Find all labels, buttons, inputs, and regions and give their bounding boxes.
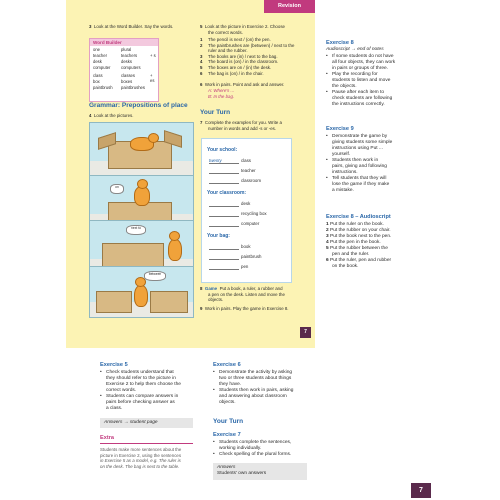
bullet-line: yourself. (332, 152, 351, 157)
ex5-notes-list (100, 370, 200, 412)
bullet-line: correct words. (106, 388, 137, 393)
word-builder-row (93, 79, 157, 84)
cardboard-box (96, 291, 132, 313)
ex5-item-number: 4 (200, 59, 203, 65)
ex5-item-text: The boxes are on / (in) the desk. (208, 64, 272, 70)
bullet-line: Students complete the sentences, (219, 440, 292, 445)
blank-line (209, 249, 239, 250)
ex8-label: Game (204, 286, 218, 291)
wb-cell: + es (150, 73, 155, 84)
ex5-item-number: 6 (200, 70, 203, 76)
word-builder-header (90, 39, 158, 46)
bullet-line: check students are following (332, 96, 393, 101)
bullet-line: they should refer to the picture in (106, 376, 176, 381)
bullet-line: pairs before checking answer as (106, 400, 175, 405)
ex4-number: 4 (89, 113, 92, 118)
ex6-example-b: B: In the bag. (208, 94, 235, 99)
wb-cell: desks (121, 59, 132, 64)
wb-cell: teachers (121, 53, 138, 58)
bullet-icon: • (213, 370, 215, 375)
classroom-label: Your classroom: (207, 190, 247, 196)
ex7-line: Complete the examples for you. Write a (204, 120, 282, 125)
word-builder-row (93, 59, 157, 64)
ex6-example-a: A: Where's ... (208, 88, 235, 93)
bullet-line: and answering about classroom (219, 394, 287, 399)
list-item (213, 440, 313, 452)
cat-head (137, 179, 148, 189)
ex5-item-text: The pencil is next / (on) the pen. (208, 37, 271, 42)
bullet-icon: • (326, 54, 328, 59)
list-item (326, 176, 426, 194)
ex5-notes-title: Exercise 5 (100, 362, 128, 368)
bullet-line: objects. (219, 400, 236, 405)
list-item (213, 370, 313, 388)
callout-between: between (144, 271, 166, 281)
ex9-notes-list (326, 134, 426, 194)
line-text: pen and the ruler. (332, 252, 370, 257)
bullet-line: Play the recording for (332, 72, 378, 77)
ex5-item-text: ruler and the rubber. (208, 48, 248, 54)
bullet-icon: • (326, 72, 328, 77)
list-item (213, 388, 313, 406)
ex9-text: Work in pairs. Play the game in Exercise 8. (204, 306, 289, 311)
grammar-heading: Grammar: Prepositions of place (89, 102, 188, 109)
cat-body (134, 186, 150, 206)
ex7-number: 7 (200, 120, 203, 125)
wb-cell: computers (121, 65, 141, 70)
cat-body (168, 239, 182, 261)
bullet-icon: • (326, 90, 328, 95)
extra-line: picture in Exercise 2, using the sentences (100, 452, 182, 458)
ex6-notes-list (213, 370, 313, 406)
audioscript-title: Exercise 8 – Audioscript (326, 214, 391, 220)
line-text: Put the rubber on your chair. (330, 228, 391, 233)
blank-line (209, 216, 239, 217)
bullet-line: Pause after each item to (332, 90, 384, 95)
ex5-item-text: The books are (in) / next to the bag. (208, 53, 278, 59)
bullet-icon: • (213, 388, 215, 393)
ex8-line: a pen on the desk. Listen and move the (208, 291, 285, 297)
line-number: 1 (326, 222, 329, 227)
callout-on: on (110, 184, 124, 194)
bullet-line: pairs, giving and following (332, 164, 387, 169)
extra-line: on the desk. The bag is next to the table. (100, 463, 180, 469)
line-text: on the book. (332, 264, 359, 269)
list-item (326, 158, 426, 176)
classroom-line-word: recycling box (241, 211, 267, 216)
your-turn-heading: Your Turn (200, 109, 231, 116)
ex9-instruction (200, 306, 289, 312)
line-number: 4 (326, 240, 329, 245)
ex5-line: Look at the picture in Exercise 2. Choose (204, 24, 285, 29)
extra-line: Students make more sentences about the (100, 447, 182, 452)
ex7-notes-title: Exercise 7 (213, 432, 241, 438)
ex9-number: 9 (200, 306, 203, 311)
cardboard-box (150, 291, 188, 313)
wb-cell: classes (121, 73, 135, 78)
divider (100, 443, 193, 444)
wb-cell: boxes (121, 79, 133, 84)
word-builder-row (93, 85, 157, 90)
audioscript-list (326, 222, 426, 270)
classroom-line-word: computer (241, 221, 260, 226)
ex7-line: number in words and add -s or -es. (208, 125, 277, 131)
list-item (100, 394, 200, 412)
ex5-item-number: 2 (200, 42, 203, 48)
bullet-line: instructions. (332, 170, 358, 175)
extra-line: in Exercise 5 as a model, e.g. The ruler is (100, 458, 181, 464)
ex5-number: 5 (200, 24, 203, 29)
your-turn-box (201, 138, 292, 283)
line-text: Put the ruler, pen and rubber (330, 258, 392, 263)
wb-cell: paintbrush (93, 85, 113, 90)
line-text: Put the ruler on the book. (330, 222, 384, 227)
ex7-answers-label: Answers (217, 465, 236, 470)
bullet-line: two or three students about things (219, 376, 292, 381)
ex5-items (200, 37, 294, 76)
school-line-word: classroom (241, 178, 262, 183)
word-builder-table (89, 38, 159, 102)
extra-text (100, 447, 200, 469)
ex4-instruction (89, 113, 133, 119)
bag-line-word: book (241, 244, 251, 249)
list-item (326, 134, 426, 158)
bullet-line: Demonstrate the game by (332, 134, 388, 139)
ex8-notes-title: Exercise 8 (326, 40, 354, 46)
bullet-line: the instructions correctly. (332, 102, 385, 107)
bullet-icon: • (100, 394, 102, 399)
bullet-line: giving students some simple (332, 140, 393, 145)
ex6-notes-title: Exercise 6 (213, 362, 241, 368)
ex8-line: objects. (208, 297, 224, 303)
wb-cell: plural (121, 47, 132, 52)
ex5-item-number: 1 (200, 37, 203, 42)
ex5-answers-box (100, 418, 193, 428)
school-line-word: teacher (241, 168, 256, 173)
wb-cell: computer (93, 65, 111, 70)
ex5-item-text: The paintbrushes are (between) / next to the (208, 42, 295, 48)
line-number: 6 (326, 258, 329, 263)
blank-line (209, 173, 239, 174)
ex4-text: Look at the pictures. (93, 113, 134, 118)
cat-body (134, 285, 148, 307)
bullet-line: working individually. (219, 446, 262, 451)
line-text: Put the rubber between the (330, 246, 388, 251)
bullet-line: Exercise 2 to help them choose the (106, 382, 181, 387)
ex8-notes-list (326, 54, 426, 108)
ex7-answers-text: Students' own answers (217, 471, 267, 476)
ex5-item-text: The bag is (on) / in the chair. (208, 70, 264, 76)
wb-cell: + s (150, 53, 156, 58)
bullet-line: a mistake. (332, 188, 354, 193)
ex7-notes-list (213, 440, 313, 458)
wb-cell: desk (93, 59, 102, 64)
blank-line (209, 163, 239, 164)
bullet-line: lose the game if they make (332, 182, 390, 187)
ex5-item-text: The board is (on) / in the classroom. (208, 59, 279, 65)
wb-cell: one (93, 47, 100, 52)
school-line-answer: twenty (209, 158, 222, 163)
bullet-icon: • (326, 158, 328, 163)
callout-next-to: next to (126, 225, 146, 235)
bullet-line: they have. (219, 382, 242, 387)
bullet-line: Students then work in pairs, asking (219, 388, 294, 393)
student-page-number: 7 (300, 327, 311, 338)
ex5-item-number: 3 (200, 53, 203, 59)
line-number: 2 (326, 228, 329, 233)
blank-line (209, 269, 239, 270)
list-item (326, 90, 426, 108)
ex6-text: Work in pairs. Point and ask and answer. (204, 82, 285, 87)
line-number: 5 (326, 246, 329, 251)
picture-cat-between-boxes (89, 266, 194, 318)
list-item (100, 370, 200, 394)
ex8-number: 8 (200, 286, 203, 291)
bullet-line: If some students do not have (332, 54, 394, 59)
ex5-item-number: 5 (200, 64, 203, 70)
list-item (213, 452, 313, 458)
ex3-number: 3 (89, 24, 92, 29)
ex8-notes-subtitle: Audioscript → end of notes (326, 47, 384, 52)
wb-cell: box (93, 79, 100, 84)
extra-title: Extra (100, 435, 114, 441)
picture-cat-in-box (89, 122, 194, 177)
bag-line-word: pen (241, 264, 249, 269)
bullet-line: Students can compare answers in (106, 394, 179, 399)
bullet-icon: • (213, 452, 215, 457)
revision-tab (264, 0, 315, 13)
revision-tab-label: Revision (278, 3, 301, 9)
ex3-text: Look at the Word Builder. Say the words. (93, 24, 174, 29)
bag-line-word: paintbrush (241, 254, 262, 259)
bullet-icon: • (326, 176, 328, 181)
wb-cell: teacher (93, 53, 107, 58)
line-text: Put the book next to the pen. (330, 234, 392, 239)
word-builder-row (93, 53, 157, 58)
ex3-instruction (89, 24, 173, 30)
blank-line (209, 206, 239, 207)
wb-cell: paintbrushes (121, 85, 145, 90)
ex7-answers-box (213, 463, 307, 480)
ex5-answers-text: Answers → student page (104, 420, 158, 425)
bullet-icon: • (213, 440, 215, 445)
bullet-line: instructions using Put ... (332, 146, 383, 151)
bottom-your-turn-heading: Your Turn (213, 418, 244, 425)
ex8-line: Put a book, a ruler, a rubber and (219, 286, 283, 291)
word-builder-title: Word Builder (93, 40, 122, 45)
wb-cell: class (93, 73, 103, 78)
bullet-icon: • (326, 134, 328, 139)
bullet-line: Students then work in (332, 158, 379, 163)
blank-line (209, 259, 239, 260)
cat-head (148, 133, 159, 143)
school-label: Your school: (207, 147, 238, 153)
line-number: 3 (326, 234, 329, 239)
bullet-line: Demonstrate the activity by asking (219, 370, 293, 375)
bullet-line: Check students understand that (106, 370, 174, 375)
word-builder-row (93, 65, 157, 70)
classroom-line-word: desk (241, 201, 251, 206)
word-builder-row (93, 47, 157, 52)
ex9-notes-title: Exercise 9 (326, 126, 354, 132)
bullet-line: the objects. (332, 84, 357, 89)
blank-line (209, 183, 239, 184)
bullet-line: all four objects, they can work (332, 60, 396, 65)
ex5-line: the correct words. (208, 29, 243, 35)
bullet-icon: • (100, 370, 102, 375)
bullet-line: a class. (106, 406, 123, 411)
bag-label: Your bag: (207, 233, 230, 239)
list-item (326, 72, 426, 90)
ex6-number: 6 (200, 82, 203, 87)
bullet-line: students to listen and move (332, 78, 391, 83)
bullet-line: in pairs or groups of three. (332, 66, 388, 71)
cat-head (169, 231, 180, 241)
ex6-instruction (200, 82, 284, 88)
school-line-word: class (241, 158, 252, 163)
bullet-line: Tell students that they will (332, 176, 387, 181)
list-item (326, 54, 426, 72)
blank-line (209, 226, 239, 227)
bullet-line: Check spelling of the plural forms. (219, 452, 292, 457)
line-text: Put the pen in the book. (330, 240, 381, 245)
teacher-page-number: 7 (411, 483, 431, 498)
